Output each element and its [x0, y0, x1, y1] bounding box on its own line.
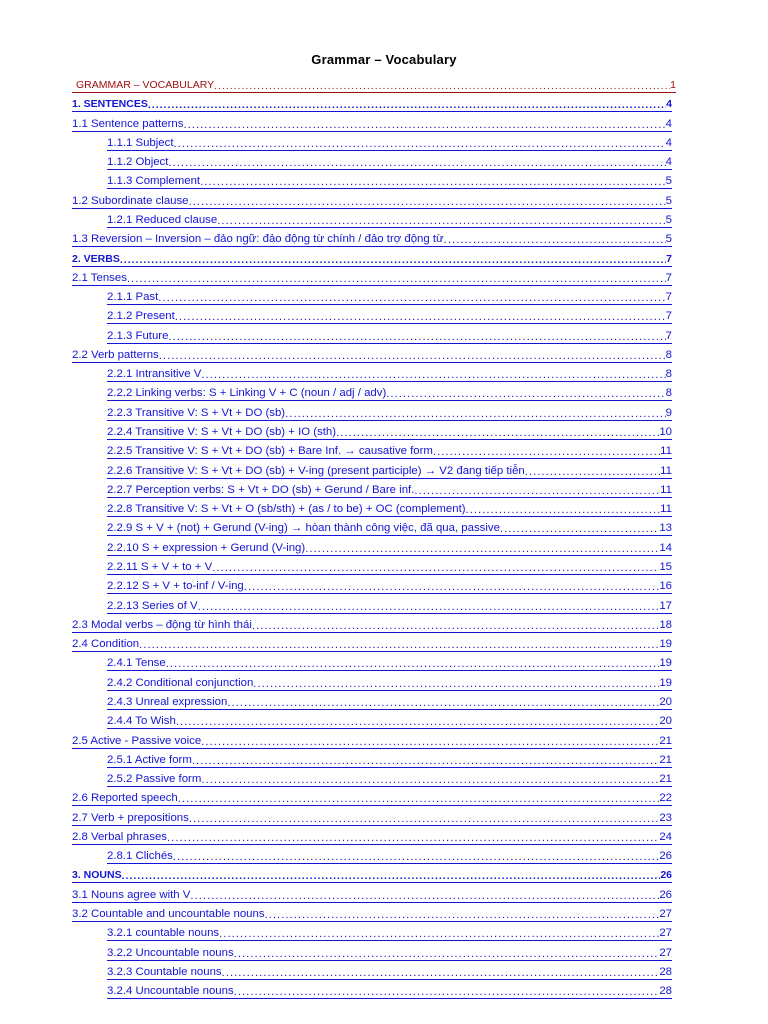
toc-dot-leader — [305, 544, 659, 555]
toc-page-number: 4 — [665, 156, 672, 168]
toc-entry[interactable] — [107, 307, 672, 324]
toc-entry[interactable] — [107, 519, 672, 536]
toc-page-number: 8 — [665, 368, 672, 380]
toc-entry[interactable] — [107, 944, 672, 961]
toc-page-number: 11 — [660, 445, 672, 457]
toc-entry-title: 2.4.2 Conditional conjunction — [107, 677, 254, 689]
toc-entry-title: 2.5 Active - Passive voice — [72, 735, 202, 747]
toc-page-number: 11 — [660, 465, 672, 477]
toc-entry[interactable] — [107, 539, 672, 556]
toc-dot-leader — [234, 949, 660, 960]
toc-entry[interactable] — [72, 809, 672, 826]
toc-page-number: 1 — [670, 79, 676, 91]
toc-entry[interactable] — [107, 654, 672, 671]
page-title: Grammar – Vocabulary — [311, 52, 457, 67]
toc-entry-title: 2.8.1 Clichés — [107, 850, 173, 862]
toc-page-number: 20 — [659, 715, 672, 727]
toc-entry-title: 2.2.5 Transitive V: S + Vt + DO (sb) + Bare Inf. → causative form — [107, 445, 433, 457]
toc-dot-leader — [159, 351, 666, 362]
toc-dot-leader — [190, 891, 659, 902]
toc-page-number: 16 — [659, 580, 672, 592]
toc-entry-title: 1.2 Subordinate clause — [72, 195, 189, 207]
toc-dot-leader — [175, 312, 666, 323]
toc-entry-title: 3.2.4 Uncountable nouns — [107, 985, 234, 997]
toc-entry[interactable] — [72, 635, 672, 652]
toc-dot-leader — [176, 717, 660, 728]
toc-dot-leader — [174, 139, 666, 150]
toc-entry-title: 3. NOUNS — [72, 869, 122, 881]
toc-entry-title: 2.4.4 To Wish — [107, 715, 176, 727]
toc-entry-title: 2.2.6 Transitive V: S + Vt + DO (sb) + V-ing (present participle) → V2 đang tiếp tiễn — [107, 465, 525, 477]
toc-page-number: 7 — [665, 330, 672, 342]
toc-entry[interactable] — [107, 423, 672, 440]
toc-entry-title: 3.2.1 countable nouns — [107, 927, 220, 939]
toc-page-number: 5 — [665, 195, 672, 207]
toc-page-number: 7 — [665, 291, 672, 303]
toc-page-number: 26 — [659, 850, 672, 862]
toc-entry[interactable] — [107, 462, 672, 479]
toc-dot-leader — [252, 621, 659, 632]
toc-entry[interactable] — [107, 153, 672, 170]
toc-dot-leader — [120, 255, 666, 266]
toc-entry-title: 1.2.1 Reduced clause — [107, 214, 218, 226]
toc-dot-leader — [200, 177, 666, 188]
toc-entry[interactable] — [107, 924, 672, 941]
toc-page-number: 19 — [659, 657, 672, 669]
toc-page-number: 7 — [665, 272, 672, 284]
toc-entry-title: 2.5.1 Active form — [107, 754, 192, 766]
toc-entry[interactable] — [107, 751, 672, 768]
toc-page-number: 17 — [659, 600, 672, 612]
toc-entry[interactable] — [107, 327, 672, 344]
toc-dot-leader — [189, 814, 659, 825]
toc-entry[interactable] — [72, 866, 672, 883]
toc-dot-leader — [212, 563, 659, 574]
toc-page-number: 7 — [666, 253, 672, 265]
toc-page-number: 18 — [659, 619, 672, 631]
toc-dot-leader — [500, 524, 659, 535]
toc-dot-leader — [189, 197, 666, 208]
toc-page-number: 5 — [665, 175, 672, 187]
toc-page-number: 5 — [665, 214, 672, 226]
toc-entry[interactable] — [72, 192, 672, 209]
toc-page-number: 19 — [659, 677, 672, 689]
toc-page-number: 14 — [659, 542, 672, 554]
toc-page-number: 28 — [659, 985, 672, 997]
toc-entry[interactable] — [107, 211, 672, 228]
toc-page-number: 4 — [665, 118, 672, 130]
toc-dot-leader — [167, 833, 659, 844]
toc-entry[interactable] — [107, 712, 672, 729]
toc-dot-leader — [234, 987, 660, 998]
toc-entry[interactable] — [107, 404, 672, 421]
toc-entry-title: 2.2.3 Transitive V: S + Vt + DO (sb) — [107, 407, 286, 419]
toc-entry-title: 2.4 Condition — [72, 638, 140, 650]
toc-page-number: 20 — [659, 696, 672, 708]
toc-entry[interactable] — [107, 982, 672, 999]
toc-page-number: 21 — [659, 735, 672, 747]
toc-entry-title: 2.2.7 Perception verbs: S + Vt + DO (sb) + Gerund / Bare inf. — [107, 484, 415, 496]
toc-page-number: 15 — [659, 561, 672, 573]
toc-page-number: 7 — [665, 310, 672, 322]
toc-entry[interactable] — [72, 230, 672, 247]
toc-dot-leader — [244, 582, 660, 593]
toc-dot-leader — [525, 467, 660, 478]
toc-entry[interactable] — [107, 674, 672, 691]
toc-dot-leader — [127, 274, 666, 285]
toc-page-number: 21 — [659, 773, 672, 785]
toc-dot-leader — [192, 756, 659, 767]
toc-entry[interactable] — [107, 963, 672, 980]
toc-dot-leader — [198, 602, 660, 613]
toc-page-number: 28 — [659, 966, 672, 978]
toc-dot-leader — [414, 486, 660, 497]
toc-page-number: 4 — [665, 137, 672, 149]
toc-page-number: 9 — [665, 407, 672, 419]
toc-dot-leader — [444, 235, 666, 246]
toc-dot-leader — [227, 698, 659, 709]
toc-page-number: 27 — [659, 908, 672, 920]
toc-entry[interactable] — [72, 616, 672, 633]
toc-entry[interactable] — [72, 269, 672, 286]
toc-dot-leader — [201, 737, 659, 748]
toc-entry-title: 2.2.2 Linking verbs: S + Linking V + C (noun / adj / adv) — [107, 387, 387, 399]
toc-entry-title: GRAMMAR – VOCABULARY — [76, 79, 215, 91]
toc-dot-leader — [158, 293, 665, 304]
toc-entry[interactable] — [107, 134, 672, 151]
toc-page-number: 11 — [660, 503, 672, 515]
toc-entry[interactable] — [72, 828, 672, 845]
toc-entry-title: 2.2.11 S + V + to + V — [107, 561, 213, 573]
toc-entry-title: 2.5.2 Passive form — [107, 773, 202, 785]
toc-dot-leader — [122, 871, 661, 882]
toc-dot-leader — [201, 370, 665, 381]
toc-entry-title: 2.2.12 S + V + to-inf / V-ing — [107, 580, 244, 592]
toc-entry[interactable] — [72, 789, 672, 806]
toc-entry-title: 2.2.1 Intransitive V — [107, 368, 202, 380]
toc-entry[interactable] — [72, 95, 672, 112]
toc-entry[interactable] — [107, 577, 672, 594]
toc-page-number: 11 — [660, 484, 672, 496]
toc-entry[interactable] — [72, 732, 672, 749]
toc-entry[interactable] — [72, 886, 672, 903]
toc-dot-leader — [139, 640, 659, 651]
toc-page-number: 26 — [660, 869, 672, 881]
toc-entry[interactable] — [107, 384, 672, 401]
toc-page-number: 21 — [659, 754, 672, 766]
toc-entry-title: 1.1.1 Subject — [107, 137, 174, 149]
toc-entry[interactable] — [107, 847, 672, 864]
toc-entry-title: 2.2.9 S + V + (not) + Gerund (V-ing) → hòan thành công việc, đã qua, passive — [107, 522, 500, 534]
toc-entry[interactable] — [107, 770, 672, 787]
toc-entry[interactable] — [107, 172, 672, 189]
toc-dot-leader — [214, 81, 670, 92]
toc-entry-title: 2.7 Verb + prepositions — [72, 812, 189, 824]
toc-dot-leader — [386, 389, 665, 400]
toc-entry[interactable] — [72, 250, 672, 267]
toc-page-number: 27 — [659, 927, 672, 939]
toc-dot-leader — [217, 216, 665, 227]
toc-page-number: 24 — [659, 831, 672, 843]
toc-page-number: 8 — [665, 387, 672, 399]
toc-entry[interactable] — [72, 76, 676, 93]
toc-page-number: 26 — [659, 889, 672, 901]
toc-entry[interactable] — [72, 346, 672, 363]
toc-entry-title: 1.1 Sentence patterns — [72, 118, 184, 130]
toc-entry-title: 2.1 Tenses — [72, 272, 127, 284]
toc-page-number: 10 — [659, 426, 672, 438]
toc-dot-leader — [168, 332, 665, 343]
toc-entry-title: 2.6 Reported speech — [72, 792, 178, 804]
toc-dot-leader — [285, 409, 666, 420]
toc-entry-title: 1.1.2 Object — [107, 156, 169, 168]
toc-page-number: 27 — [659, 947, 672, 959]
toc-entry-title: 2.1.3 Future — [107, 330, 169, 342]
toc-entry-title: 2.2 Verb patterns — [72, 349, 159, 361]
toc-entry-title: 2.8 Verbal phrases — [72, 831, 167, 843]
toc-page-number: 13 — [659, 522, 672, 534]
toc-dot-leader — [222, 968, 660, 979]
toc-entry-title: 3.2.3 Countable nouns — [107, 966, 222, 978]
toc-entry-title: 2.3 Modal verbs – động từ hình thái — [72, 619, 252, 631]
toc-entry-title: 1. SENTENCES — [72, 98, 148, 110]
toc-entry-title: 2. VERBS — [72, 253, 120, 265]
toc-entry-title: 1.1.3 Complement — [107, 175, 201, 187]
toc-entry[interactable] — [107, 442, 672, 459]
toc-dot-leader — [433, 447, 660, 458]
toc-dot-leader — [253, 679, 659, 690]
toc-page-number: 19 — [659, 638, 672, 650]
toc-dot-leader — [148, 100, 666, 111]
toc-entry[interactable] — [107, 500, 672, 517]
toc-entry[interactable] — [72, 115, 672, 132]
toc-dot-leader — [201, 775, 659, 786]
toc-dot-leader — [466, 505, 661, 516]
toc-entry-title: 2.2.4 Transitive V: S + Vt + DO (sb) + IO (sth) — [107, 426, 337, 438]
toc-entry-title: 3.2 Countable and uncountable nouns — [72, 908, 265, 920]
toc-entry-title: 2.1.1 Past — [107, 291, 159, 303]
toc-dot-leader — [178, 794, 660, 805]
toc-entry[interactable] — [107, 558, 672, 575]
toc-dot-leader — [265, 910, 660, 921]
toc-entry-title: 3.1 Nouns agree with V — [72, 889, 191, 901]
toc-page-number: 8 — [665, 349, 672, 361]
toc-entry-title: 2.4.1 Tense — [107, 657, 166, 669]
toc-entry-title: 2.2.10 S + expression + Gerund (V-ing) — [107, 542, 306, 554]
toc-dot-leader — [219, 929, 659, 940]
toc-entry[interactable] — [107, 365, 672, 382]
toc-entry-title: 1.3 Reversion – Inversion – đảo ngữ: đảo động từ chính / đảo trợ động từ — [72, 233, 444, 245]
toc-dot-leader — [173, 852, 659, 863]
toc-dot-leader — [183, 120, 665, 131]
toc-entry-title: 2.1.2 Present — [107, 310, 175, 322]
toc-entry-title: 2.2.13 Series of V — [107, 600, 198, 612]
toc-entry-title: 2.2.8 Transitive V: S + Vt + O (sb/sth) + (as / to be) + OC (complement) — [107, 503, 466, 515]
toc-entry-title: 3.2.2 Uncountable nouns — [107, 947, 234, 959]
toc-page-number: 4 — [666, 98, 672, 110]
toc-page-number: 23 — [659, 812, 672, 824]
toc-entry[interactable] — [107, 597, 672, 614]
toc-page-number: 22 — [659, 792, 672, 804]
toc-entry[interactable] — [107, 693, 672, 710]
toc-entry[interactable] — [107, 288, 672, 305]
toc-dot-leader — [336, 428, 659, 439]
toc-entry[interactable] — [72, 905, 672, 922]
toc-dot-leader — [166, 659, 660, 670]
toc-entry-title: 2.4.3 Unreal expression — [107, 696, 228, 708]
toc-dot-leader — [168, 158, 665, 169]
toc-entry[interactable] — [107, 481, 672, 498]
toc-page-number: 5 — [665, 233, 672, 245]
